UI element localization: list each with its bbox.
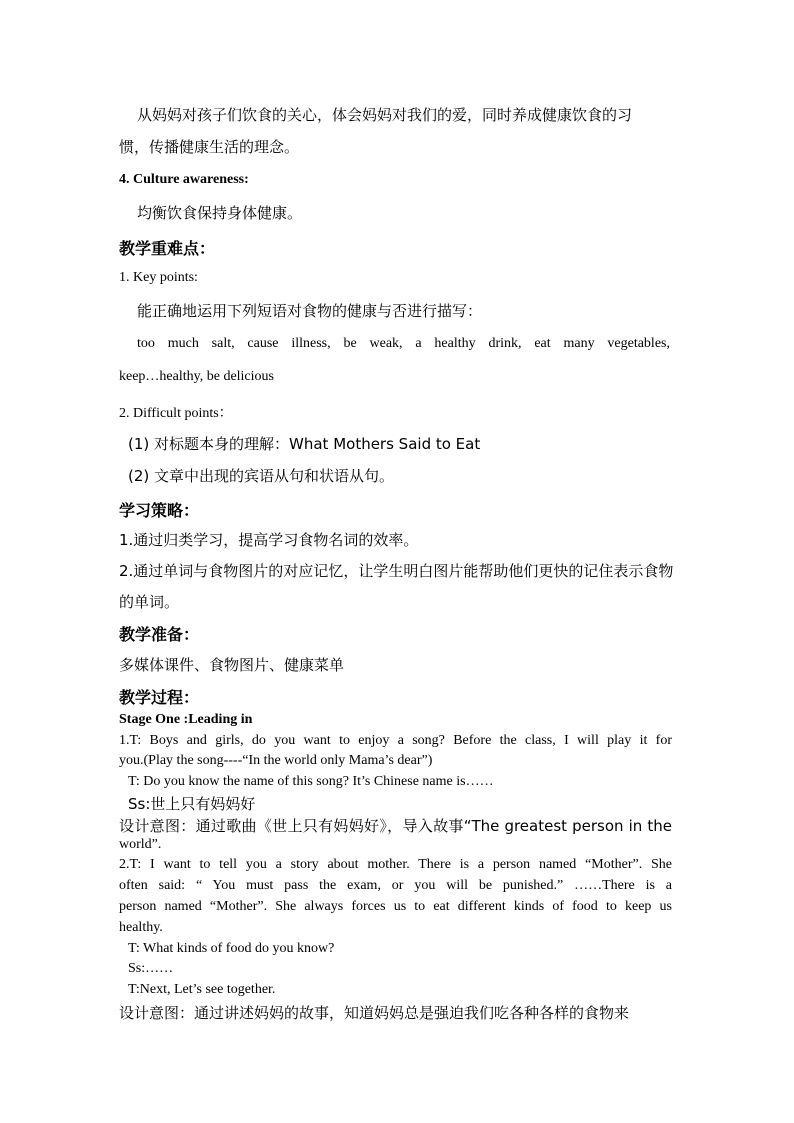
para1-line-4: Ss:世上只有妈妈好 [128,795,256,813]
para2-line-5: T: What kinds of food do you know? [128,941,335,956]
preparation-heading: 教学准备： [119,625,200,644]
para1-line-3: T: Do you know the name of this song? It’s Chinese name is…… [128,774,494,789]
key-difficult-heading: 教学重难点： [119,239,216,258]
para2-line-7: T:Next, Let’s see together. [128,982,276,997]
strategy-heading: 学习策略： [119,501,200,520]
para2-line-1: 2.T: I want to tell you a story about mother. There is a person named “Mother”. She [119,857,672,872]
strategy-item-2-line-2: 的单词。 [119,593,180,611]
strategy-item-2-line-1: 2.通过单词与食物图片的对应记忆，让学生明白图片能帮助他们更快的记住表示食物 [119,562,674,580]
culture-text: 均衡饮食保持身体健康。 [137,204,303,222]
para2-line-2: often said: “ You must pass the exam, or you will be punished.” ……There is a [119,878,672,893]
phrases-line-1: too much salt, cause illness, be weak, a healthy drink, eat many vegetables, [137,336,670,351]
intro-line-2: 惯，传播健康生活的理念。 [119,138,300,156]
stage-one-heading: Stage One :Leading in [119,712,253,727]
difficult-item-2: (2) 文章中出现的宾语从句和状语从句。 [128,467,395,485]
culture-heading: 4. Culture awareness: [119,172,249,187]
para1-line-2: you.(Play the song----“In the world only Mama’s dear”) [119,753,433,768]
difficult-points-label: 2. Difficult points： [119,406,233,421]
para2-line-6: Ss:…… [128,961,174,976]
preparation-text: 多媒体课件、食物图片、健康菜单 [119,656,345,674]
process-heading: 教学过程： [119,688,200,707]
para1-line-1: 1.T: Boys and girls, do you want to enjoy a song? Before the class, I will play it for [119,733,672,748]
intro-line-1: 从妈妈对孩子们饮食的关心，体会妈妈对我们的爱，同时养成健康饮食的习 [137,106,633,124]
strategy-item-1: 1.通过归类学习，提高学习食物名词的效率。 [119,531,419,549]
design-note-2: 设计意图：通过讲述妈妈的故事，知道妈妈总是强迫我们吃各种各样的食物来 [119,1004,630,1022]
design-note-1-line-2: world”. [119,837,162,852]
phrases-line-2: keep…healthy, be delicious [119,369,274,384]
key-points-desc: 能正确地运用下列短语对食物的健康与否进行描写： [137,302,483,320]
difficult-item-1: (1) 对标题本身的理解：What Mothers Said to Eat [128,435,481,453]
para2-line-3: person named “Mother”. She always forces us to eat different kinds of food to keep us [119,899,672,914]
design-note-1-line-1: 设计意图：通过歌曲《世上只有妈妈好》，导入故事“The greatest person in the [119,817,672,835]
para2-line-4: healthy. [119,920,163,935]
key-points-label: 1. Key points: [119,270,198,285]
